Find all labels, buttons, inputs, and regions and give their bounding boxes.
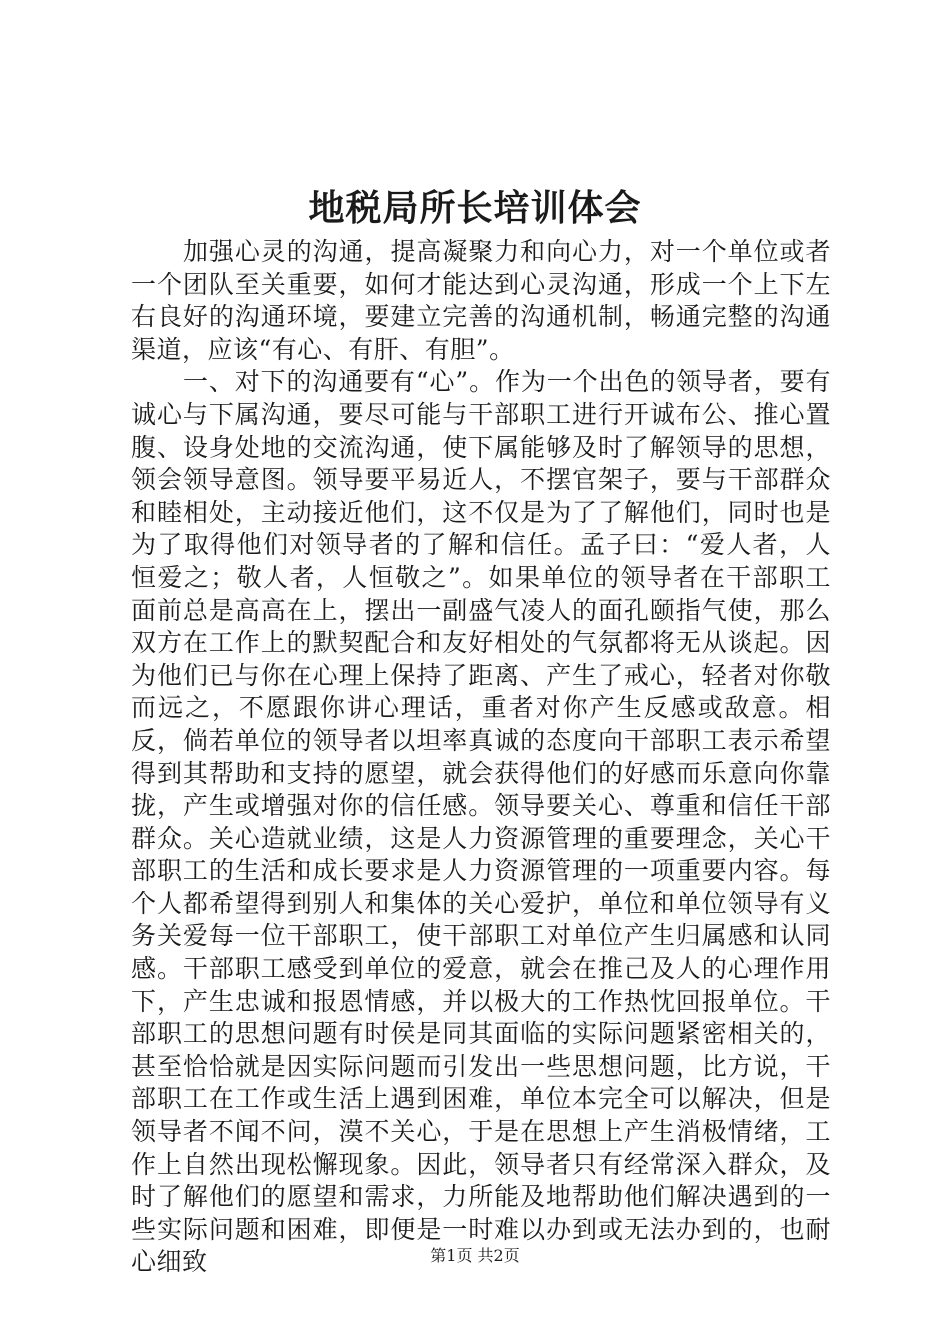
paragraph-intro: 加强心灵的沟通，提高凝聚力和向心力，对一个单位或者一个团队至关重要，如何才能达到心灵沟通，形成一个上下左右良好的沟通环境，要建立完善的沟通机制，畅通完整的沟通渠道，应该“有心、有肝、有胆”。 — [131, 237, 831, 364]
paragraph-section-one: 一、对下的沟通要有“心”。作为一个出色的领导者，要有诚心与下属沟通，要尽可能与干部职工进行开诚布公、推心置腹、设身处地的交流沟通，使下属能够及时了解领导的思想，领会领导意图。领导要平易近人，不摆官架子，要与干部群众和睦相处，主动接近他们，这不仅是为了了解他们，同时也是为了取得他们对领导者的了解和信任。孟子曰：“爱人者，人恒爱之；敬人者，人恒敬之”。如果单位的领导者在干部职工面前总是高高在上，摆出一副盛气凌人的面孔颐指气使，那么双方在工作上的默契配合和友好相处的气氛都将无从谈起。因为他们已与你在心理上保持了距离、产生了戒心，轻者对你敬而远之，不愿跟你讲心理话，重者对你产生反感或敌意。相反，倘若单位的领导者以坦率真诚的态度向干部职工表示希望得到其帮助和支持的愿望，就会获得他们的好感而乐意向你靠拢，产生或增强对你的信任感。领导要关心、尊重和信任干部群众。关心造就业绩，这是人力资源管理的重要理念，关心干部职工的生活和成长要求是人力资源管理的一项重要内容。每个人都希望得到别人和集体的关心爱护，单位和单位领导有义务关爱每一位干部职工，使干部职工对单位产生归属感和认同感。干部职工感受到单位的爱意，就会在推己及人的心理作用下，产生忠诚和报恩情感，并以极大的工作热忱回报单位。干部职工的思想问题有时侯是同其面临的实际问题紧密相关的，甚至恰恰就是因实际问题而引发出一些思想问题，比方说，干部职工在工作或生活上遇到困难，单位本完全可以解决，但是领导者不闻不问，漠不关心，于是在思想上产生消极情绪，工作上自然出现松懈现象。因此，领导者只有经常深入群众，及时了解他们的愿望和需求，力所能及地帮助他们解决遇到的一些实际问题和困难，即便是一时难以办到或无法办到的，也耐心细致 — [131, 367, 831, 1277]
page-footer: 第1页 共2页 — [430, 1246, 520, 1265]
document-title: 地税局所长培训体会 — [308, 188, 642, 229]
document-body — [131, 236, 831, 1279]
